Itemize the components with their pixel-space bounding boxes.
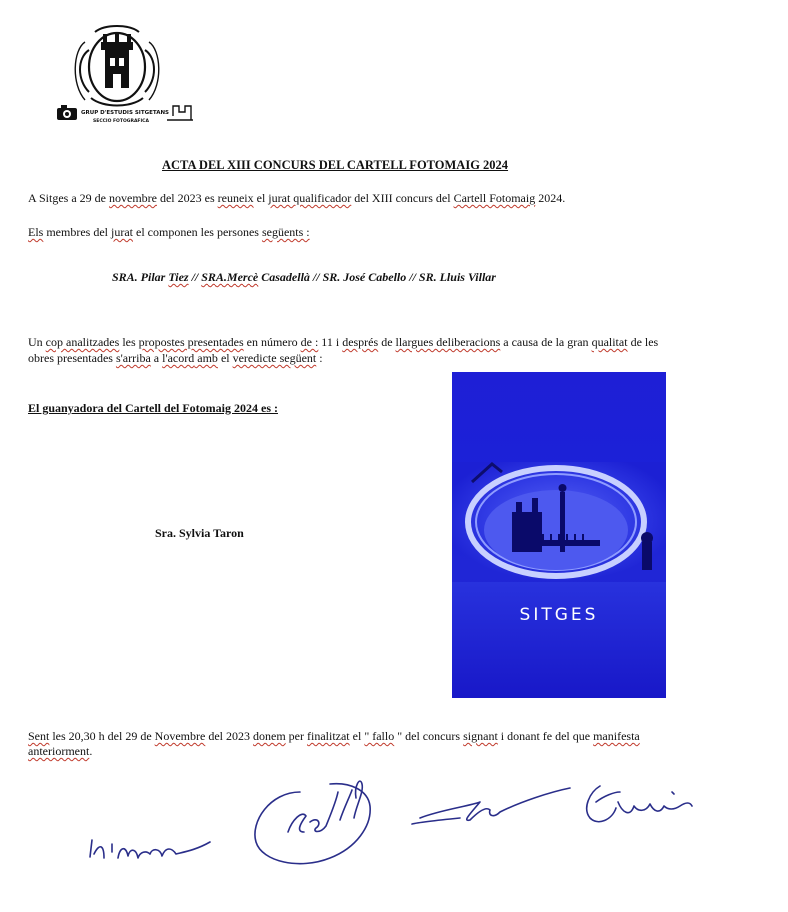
signature-1: [90, 840, 210, 858]
jury-member-text: SRA. Pilar: [112, 270, 169, 284]
analysis-text: després: [342, 335, 379, 349]
closing-line-2: [28, 744, 92, 759]
analysis-text: a: [150, 351, 163, 365]
closing-text: per: [285, 729, 307, 743]
intro-text: A Sitges a 29 de: [28, 191, 109, 205]
analysis-text: obres presentades: [28, 351, 116, 365]
jury-member-text: //: [188, 270, 202, 284]
closing-text: del 2023: [205, 729, 253, 743]
poster-graphic: [452, 372, 666, 698]
intro-text: novembre: [109, 191, 157, 205]
closing-text: Sent: [28, 729, 50, 743]
closing-text: " del concurs: [394, 729, 464, 743]
closing-text: anteriorment: [28, 744, 90, 758]
analysis-text: de :: [300, 335, 319, 349]
logo-org-name: GRUP D'ESTUDIS SITGETANS: [81, 110, 170, 116]
closing-text: donem: [253, 729, 286, 743]
winner-heading: El guanyadora del Cartell del Fotomaig 2024 es :: [28, 401, 278, 415]
closing-text: Novembre: [154, 729, 206, 743]
members-intro-text: següents :: [261, 225, 310, 239]
analysis-line-1: [28, 335, 658, 350]
closing-text: manifesta: [593, 729, 640, 743]
signatures: [0, 762, 788, 912]
analysis-text: s'arriba: [115, 351, 151, 365]
members-intro-text: jurat: [111, 225, 133, 239]
closing-line-1: [28, 729, 640, 744]
intro-text: del 2023 es: [156, 191, 218, 205]
analysis-text: Un: [28, 335, 46, 349]
analysis-text: propostes presentades: [138, 335, 244, 349]
analysis-text: en número: [243, 335, 301, 349]
analysis-text: 11 i: [318, 335, 343, 349]
closing-text: i donant fe del que: [497, 729, 594, 743]
analysis-text: de les: [627, 335, 659, 349]
document-title: ACTA DEL XIII CONCURS DEL CARTELL FOTOMAIG 2024: [162, 158, 509, 172]
analysis-text: a causa de la gran: [500, 335, 592, 349]
intro-text: Cartell Fotomaig: [453, 191, 536, 205]
members-intro: [28, 225, 310, 240]
intro-text: 2024.: [535, 191, 566, 205]
intro-text: del XIII concurs del: [351, 191, 454, 205]
analysis-text: veredicte següent: [232, 351, 317, 365]
analysis-line-2: [28, 351, 323, 366]
closing-text: finalitzat: [307, 729, 350, 743]
analysis-text: amb: [194, 351, 218, 365]
intro-text: el: [253, 191, 269, 205]
analysis-text: l'acord: [162, 351, 195, 365]
logo: [55, 20, 195, 130]
analysis-text: les: [119, 335, 139, 349]
jury-member-text: SRA.Mercè: [201, 270, 259, 284]
analysis-text: llargues deliberacions: [395, 335, 501, 349]
signature-2: [255, 781, 370, 864]
members-intro-text: Els: [28, 225, 44, 239]
closing-text: el: [349, 729, 365, 743]
analysis-text: de: [378, 335, 396, 349]
analysis-text: qualitat: [591, 335, 628, 349]
jury-member-text: Tiez: [168, 270, 189, 284]
analysis-text: :: [316, 351, 323, 365]
closing-text: signant: [463, 729, 498, 743]
poster-title: SITGES: [519, 605, 599, 625]
winner-name: Sra. Sylvia Taron: [155, 526, 244, 540]
closing-text: les 20,30 h del 29 de: [49, 729, 155, 743]
closing-text: .: [89, 744, 93, 758]
winning-poster-image: [452, 372, 666, 698]
intro-text: reuneix: [217, 191, 254, 205]
signature-4: [587, 786, 692, 822]
signature-3: [412, 788, 570, 824]
jury-member-text: Casadellà // SR. José Cabello // SR. Lluis Villar: [258, 270, 496, 284]
logo-section: SECCIO FOTOGRAFICA: [93, 119, 149, 124]
analysis-text: el: [217, 351, 233, 365]
intro-text: jurat qualificador: [268, 191, 352, 205]
members-intro-text: el componen les persones: [133, 225, 262, 239]
closing-text: " fallo: [364, 729, 395, 743]
analysis-text: cop analitzades: [45, 335, 120, 349]
members-intro-text: membres del: [43, 225, 111, 239]
jury-members: [112, 270, 496, 285]
intro-paragraph: [28, 191, 565, 206]
